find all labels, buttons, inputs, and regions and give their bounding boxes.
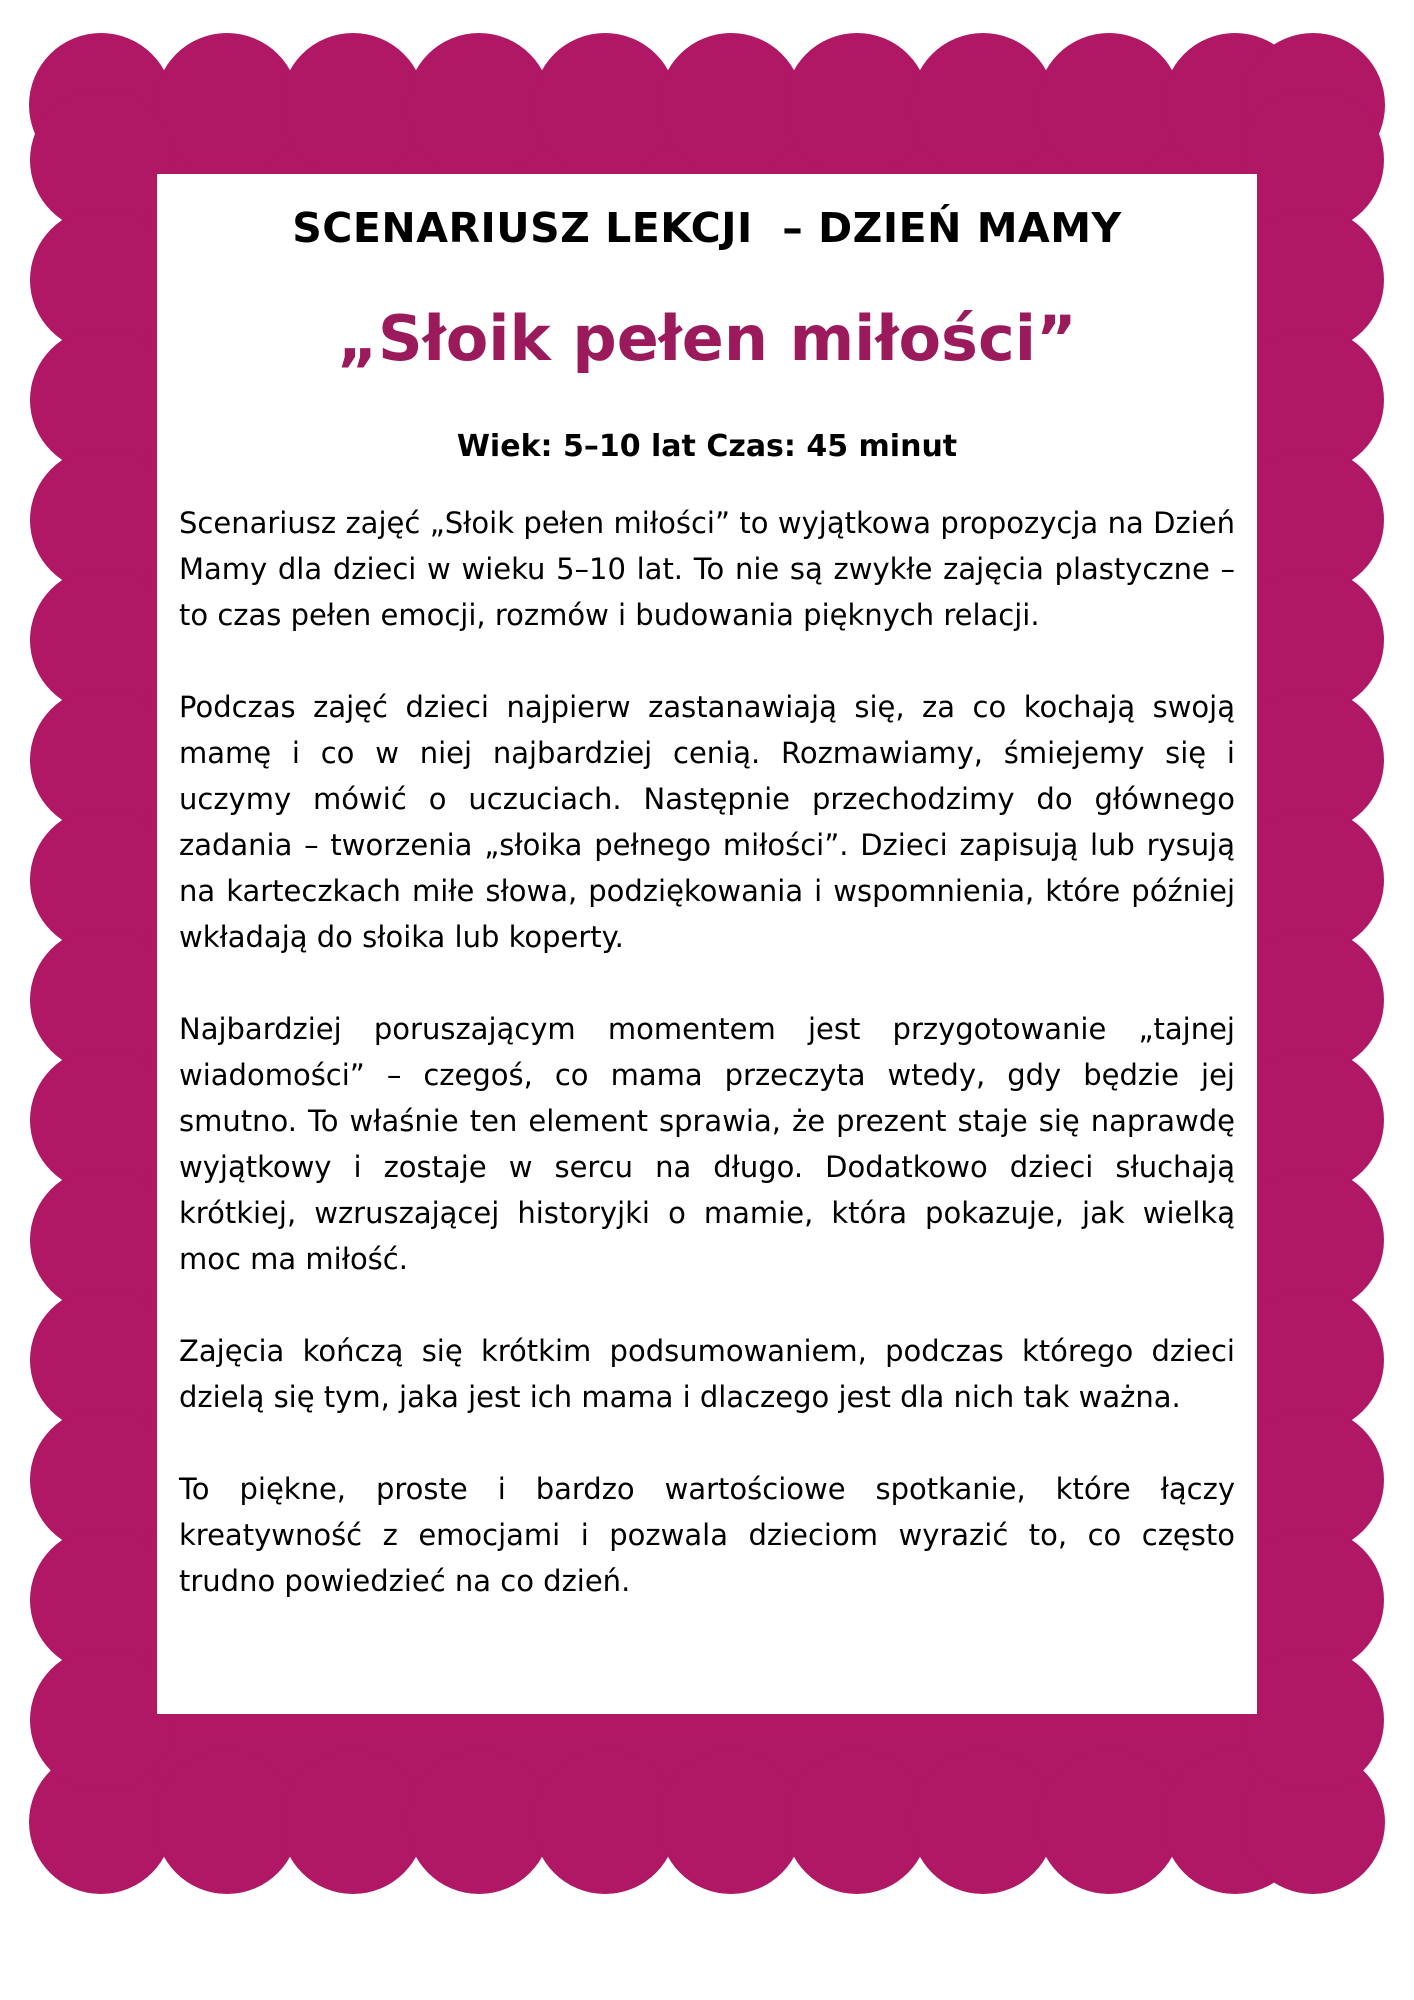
paragraph: Podczas zajęć dzieci najpierw zastanawiają się, za co kochają swoją mamę i co w niej najbardziej cenią. Rozmawiamy, śmiejemy się i uczymy mówić o uczuciach. Następnie przechodzimy do głównego zadania – tworzenia „słoika pełnego miłości”. Dzieci zapisują lub rysują na karteczkach miłe słowa, podziękowania i wspomnienia, które później wkładają do słoika lub koperty.: [179, 690, 1235, 954]
description-body: [179, 500, 1235, 1604]
paragraph: Najbardziej poruszającym momentem jest przygotowanie „tajnej wiadomości” – czegoś, co mama przeczyta wtedy, gdy będzie jej smutno. To właśnie ten element sprawia, że prezent staje się naprawdę wyjątkowy i zostaje w sercu na długo. Dodatkowo dzieci słuchają krótkiej, wzruszającej historyjki o mamie, która pokazuje, jak wielką moc ma miłość.: [179, 1012, 1235, 1276]
page-title: „Słoik pełen miłości”: [337, 302, 1077, 375]
paragraph: Zajęcia kończą się krótkim podsumowaniem, podczas którego dzieci dzielą się tym, jaka jest ich mama i dlaczego jest dla nich tak ważna.: [179, 1334, 1235, 1414]
paragraph: To piękne, proste i bardzo wartościowe spotkanie, które łączy kreatywność z emocjami i pozwala dzieciom wyrazić to, co często trudno powiedzieć na co dzień.: [179, 1472, 1235, 1598]
lesson-label: SCENARIUSZ LEKCJI – DZIEŃ MAMY: [292, 204, 1122, 252]
lesson-card: [157, 174, 1257, 1714]
paragraph: Scenariusz zajęć „Słoik pełen miłości” to wyjątkowa propozycja na Dzień Mamy dla dzieci w wieku 5–10 lat. To nie są zwykłe zajęcia plastyczne – to czas pełen emocji, rozmów i budowania pięknych relacji.: [179, 506, 1235, 632]
age-time-info: Wiek: 5–10 lat Czas: 45 minut: [456, 429, 958, 464]
